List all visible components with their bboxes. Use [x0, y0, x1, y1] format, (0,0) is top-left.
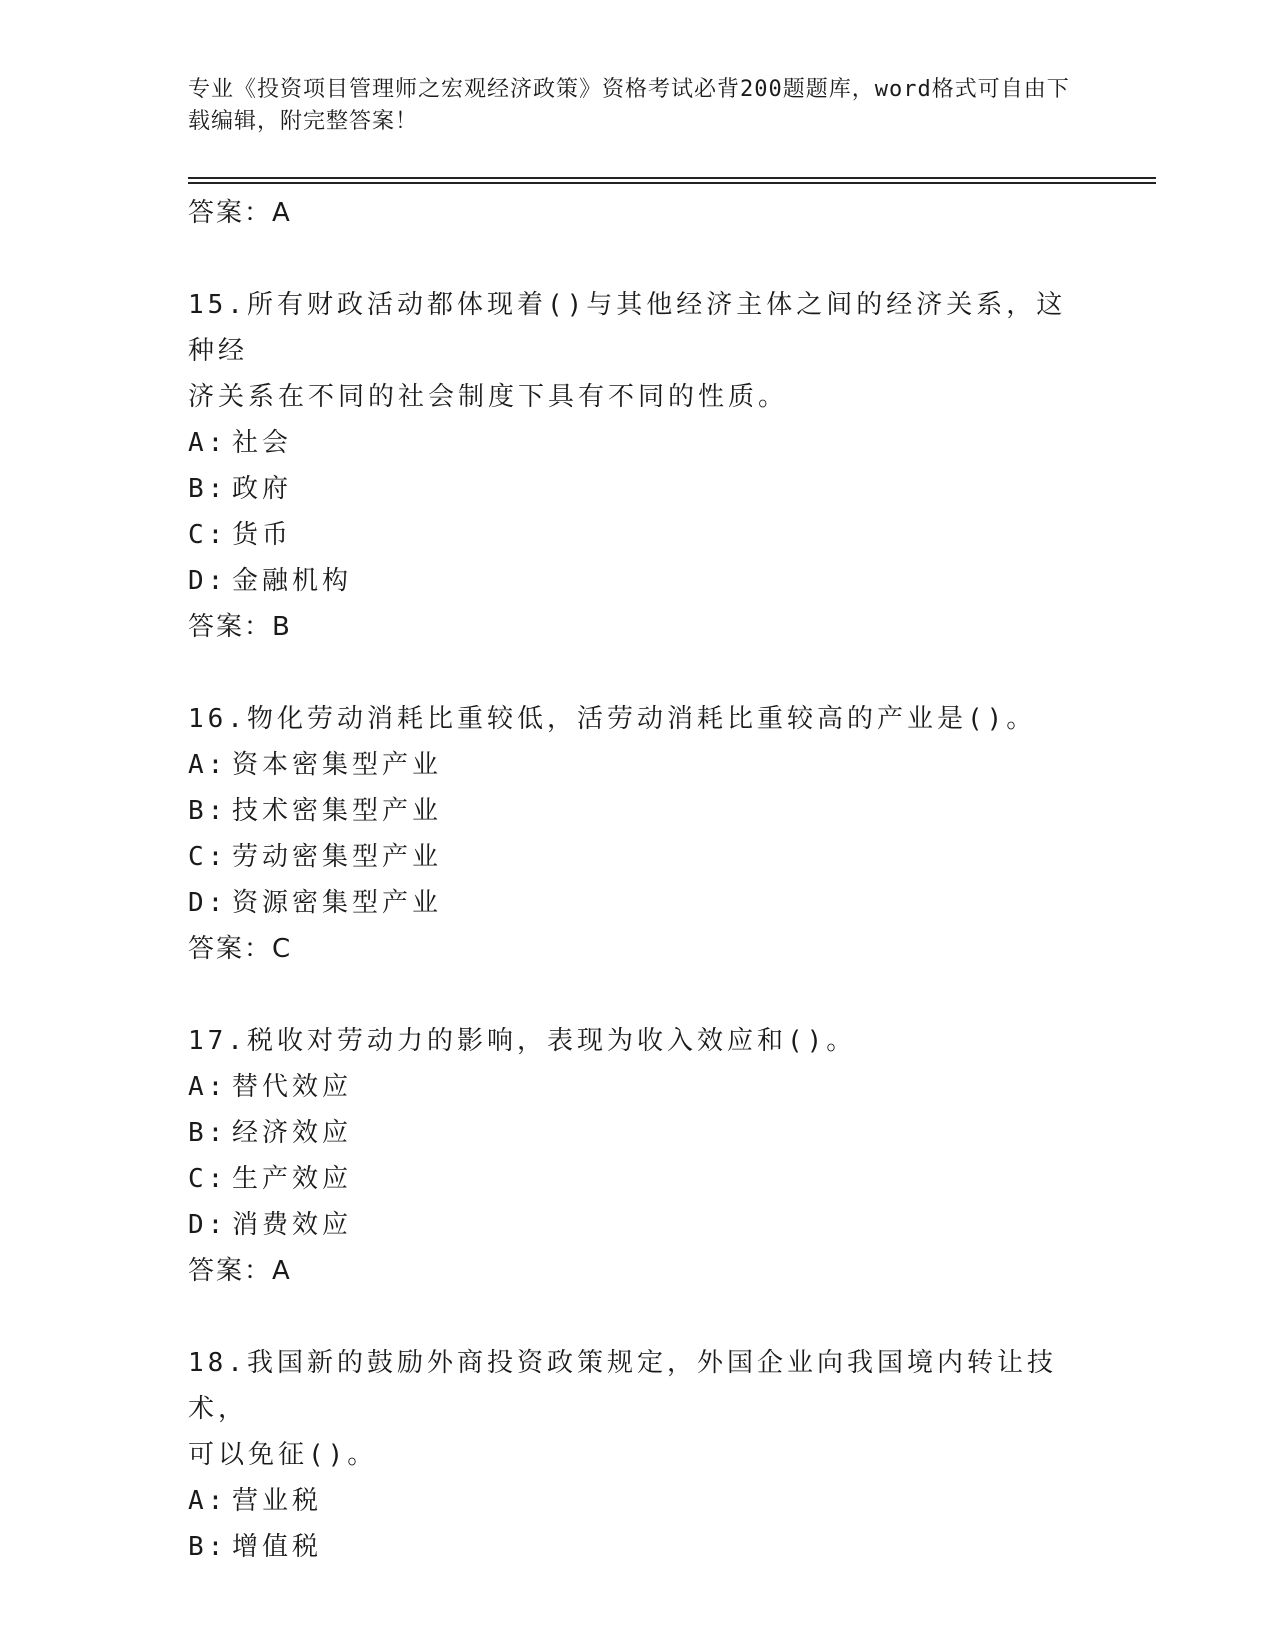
option-b [188, 466, 1088, 512]
option-letter: C: [188, 842, 228, 872]
previous-answer: 答案：A [188, 198, 292, 228]
option-d [188, 880, 1088, 926]
option-letter: C: [188, 520, 228, 550]
option-b [188, 1110, 1088, 1156]
question-17 [188, 1018, 1088, 1294]
option-text: 社会 [232, 428, 293, 458]
option-text: 资源密集型产业 [232, 888, 443, 918]
option-text: 技术密集型产业 [232, 796, 443, 826]
option-text: 生产效应 [232, 1164, 353, 1194]
option-b [188, 1524, 1088, 1570]
question-list [188, 190, 1088, 1570]
option-letter: A: [188, 1486, 228, 1516]
option-text: 增值税 [232, 1532, 323, 1562]
option-letter: C: [188, 1164, 228, 1194]
option-c [188, 512, 1088, 558]
option-d [188, 558, 1088, 604]
option-text: 营业税 [232, 1486, 323, 1516]
question-stem-line: 17.税收对劳动力的影响，表现为收入效应和()。 [188, 1026, 857, 1056]
option-text: 经济效应 [232, 1118, 353, 1148]
answer-line: 答案：B [188, 612, 292, 642]
option-letter: D: [188, 566, 228, 596]
option-letter: A: [188, 428, 228, 458]
question-stem-line: 18.我国新的鼓励外商投资政策规定，外国企业向我国境内转让技术， [188, 1348, 1057, 1424]
option-a [188, 420, 1088, 466]
option-b [188, 788, 1088, 834]
option-text: 金融机构 [232, 566, 353, 596]
header-rule-bottom [188, 182, 1156, 184]
option-a [188, 742, 1088, 788]
question-18 [188, 1340, 1088, 1570]
spacer [188, 972, 1088, 1018]
option-text: 资本密集型产业 [232, 750, 443, 780]
spacer [188, 650, 1088, 696]
question-stem-line: 15.所有财政活动都体现着()与其他经济主体之间的经济关系，这种经 [188, 290, 1067, 366]
option-c [188, 1156, 1088, 1202]
option-letter: A: [188, 750, 228, 780]
answer-line: 答案：C [188, 934, 293, 964]
option-text: 替代效应 [232, 1072, 353, 1102]
question-15 [188, 282, 1088, 650]
option-letter: D: [188, 1210, 228, 1240]
option-c [188, 834, 1088, 880]
option-text: 货币 [232, 520, 293, 550]
option-letter: B: [188, 796, 228, 826]
option-text: 消费效应 [232, 1210, 353, 1240]
option-letter: B: [188, 1532, 228, 1562]
option-letter: B: [188, 1118, 228, 1148]
spacer [188, 1294, 1088, 1340]
header-rule-top [188, 177, 1156, 179]
question-16 [188, 696, 1088, 972]
option-d [188, 1202, 1088, 1248]
spacer [188, 236, 1088, 282]
option-letter: B: [188, 474, 228, 504]
option-text: 劳动密集型产业 [232, 842, 443, 872]
question-stem-line: 济关系在不同的社会制度下具有不同的性质。 [188, 382, 789, 412]
option-text: 政府 [232, 474, 293, 504]
answer-line: 答案：A [188, 1256, 292, 1286]
option-a [188, 1478, 1088, 1524]
question-stem-line: 16.物化劳动消耗比重较低，活劳动消耗比重较高的产业是()。 [188, 704, 1037, 734]
option-a [188, 1064, 1088, 1110]
option-letter: A: [188, 1072, 228, 1102]
question-stem-line: 可以免征()。 [188, 1440, 378, 1470]
document-header: 专业《投资项目管理师之宏观经济政策》资格考试必背200题题库，word格式可自由下载编辑，附完整答案！ [188, 77, 1070, 134]
option-letter: D: [188, 888, 228, 918]
